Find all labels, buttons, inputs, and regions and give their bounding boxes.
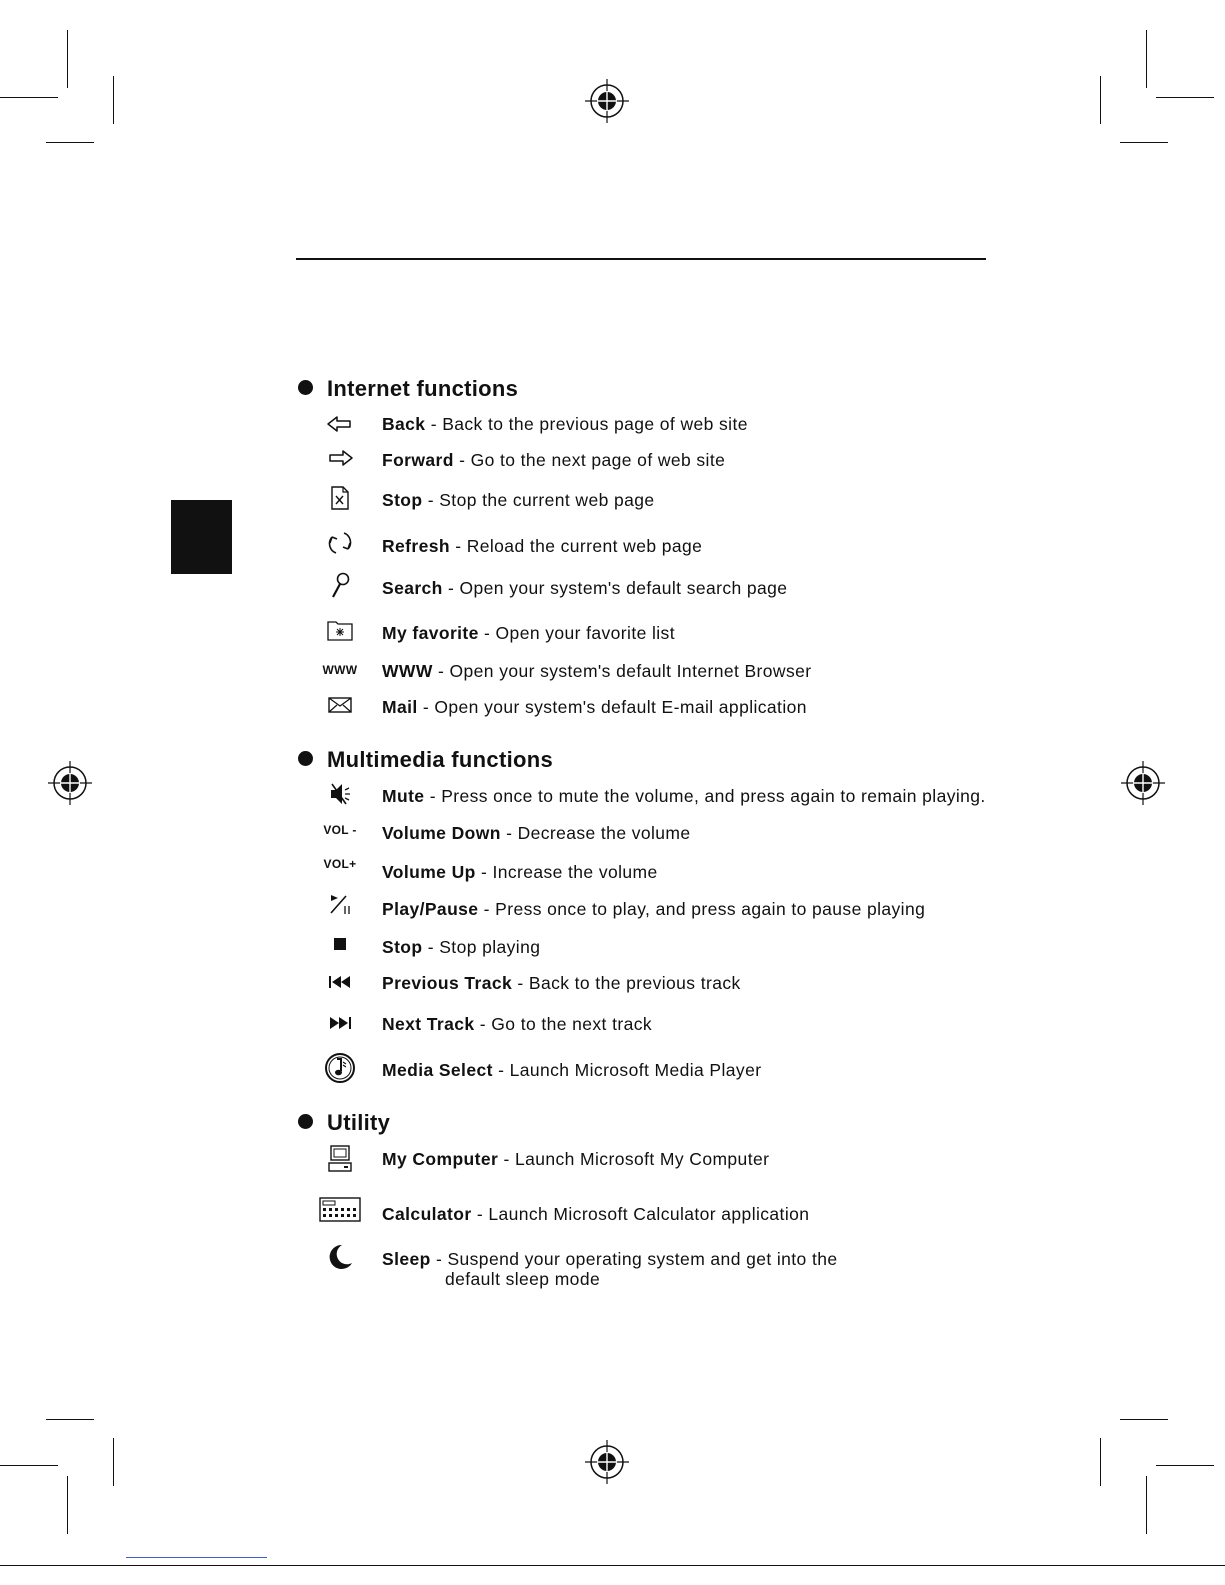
bullet-icon xyxy=(298,751,313,766)
bullet-icon xyxy=(298,1114,313,1129)
registration-mark-icon xyxy=(585,79,629,123)
list-item: Stop - Stop the current web page xyxy=(382,490,655,510)
registration-mark-icon xyxy=(1121,761,1165,805)
crop-mark xyxy=(67,30,68,88)
play-pause-icon xyxy=(318,890,362,920)
list-item: My favorite - Open your favorite list xyxy=(382,623,675,643)
list-item: Volume Down - Decrease the volume xyxy=(382,823,691,843)
registration-mark-icon xyxy=(585,1440,629,1484)
bullet-icon xyxy=(298,380,313,395)
list-item: Stop - Stop playing xyxy=(382,937,541,957)
crop-mark xyxy=(1100,1438,1101,1486)
list-item: Forward - Go to the next page of web site xyxy=(382,450,726,470)
crop-mark xyxy=(46,1419,94,1420)
chapter-tab xyxy=(171,500,232,574)
list-item: Volume Up - Increase the volume xyxy=(382,862,658,882)
crop-mark xyxy=(1100,76,1101,124)
previous-track-icon xyxy=(318,967,362,997)
registration-mark-icon xyxy=(48,761,92,805)
crop-mark xyxy=(113,76,114,124)
list-item: WWW - Open your system's default Internet Browser xyxy=(382,661,812,681)
favorite-folder-icon xyxy=(318,615,362,645)
media-select-icon xyxy=(318,1053,362,1083)
page-bottom-line xyxy=(0,1565,1225,1566)
forward-arrow-icon xyxy=(318,443,362,473)
crop-mark xyxy=(46,142,94,143)
list-item: Previous Track - Back to the previous track xyxy=(382,973,741,993)
list-item: Mute - Press once to mute the volume, and press again to remain playing. xyxy=(382,786,986,806)
crop-mark xyxy=(1146,30,1147,88)
list-item: Calculator - Launch Microsoft Calculator application xyxy=(382,1204,810,1224)
mute-icon xyxy=(318,779,362,809)
crop-mark xyxy=(0,1465,58,1466)
header-rule xyxy=(296,258,986,260)
stop-square-icon xyxy=(318,929,362,959)
calculator-icon xyxy=(318,1195,362,1225)
computer-icon xyxy=(318,1144,362,1174)
crop-mark xyxy=(0,97,58,98)
section-multimedia-title: Multimedia functions xyxy=(298,747,553,773)
volume-down-icon: VOL - xyxy=(323,823,357,837)
section-utility-title: Utility xyxy=(298,1110,390,1136)
list-item-continuation: default sleep mode xyxy=(445,1269,601,1289)
crop-mark xyxy=(67,1476,68,1534)
crop-mark xyxy=(1146,1476,1147,1534)
list-item: Play/Pause - Press once to play, and press again to pause playing xyxy=(382,899,926,919)
crop-mark xyxy=(1120,142,1168,143)
crop-mark xyxy=(1120,1419,1168,1420)
moon-icon xyxy=(318,1242,362,1272)
link-underline xyxy=(126,1557,267,1558)
list-item: Refresh - Reload the current web page xyxy=(382,536,703,556)
section-internet-title: Internet functions xyxy=(298,376,518,402)
refresh-icon xyxy=(318,528,362,558)
list-item: Search - Open your system's default search page xyxy=(382,578,788,598)
list-item: Sleep - Suspend your operating system and get into the xyxy=(382,1249,838,1269)
crop-mark xyxy=(1156,97,1214,98)
list-item: Next Track - Go to the next track xyxy=(382,1014,652,1034)
list-item: Mail - Open your system's default E-mail application xyxy=(382,697,807,717)
mail-icon xyxy=(318,690,362,720)
list-item: Media Select - Launch Microsoft Media Player xyxy=(382,1060,762,1080)
next-track-icon xyxy=(318,1008,362,1038)
search-icon xyxy=(318,570,362,600)
volume-up-icon: VOL+ xyxy=(323,857,357,871)
list-item: My Computer - Launch Microsoft My Computer xyxy=(382,1149,770,1169)
www-icon: WWW xyxy=(322,663,358,677)
stop-page-icon xyxy=(318,483,362,513)
crop-mark xyxy=(113,1438,114,1486)
crop-mark xyxy=(1156,1465,1214,1466)
back-arrow-icon xyxy=(318,409,362,439)
list-item: Back - Back to the previous page of web site xyxy=(382,414,748,434)
